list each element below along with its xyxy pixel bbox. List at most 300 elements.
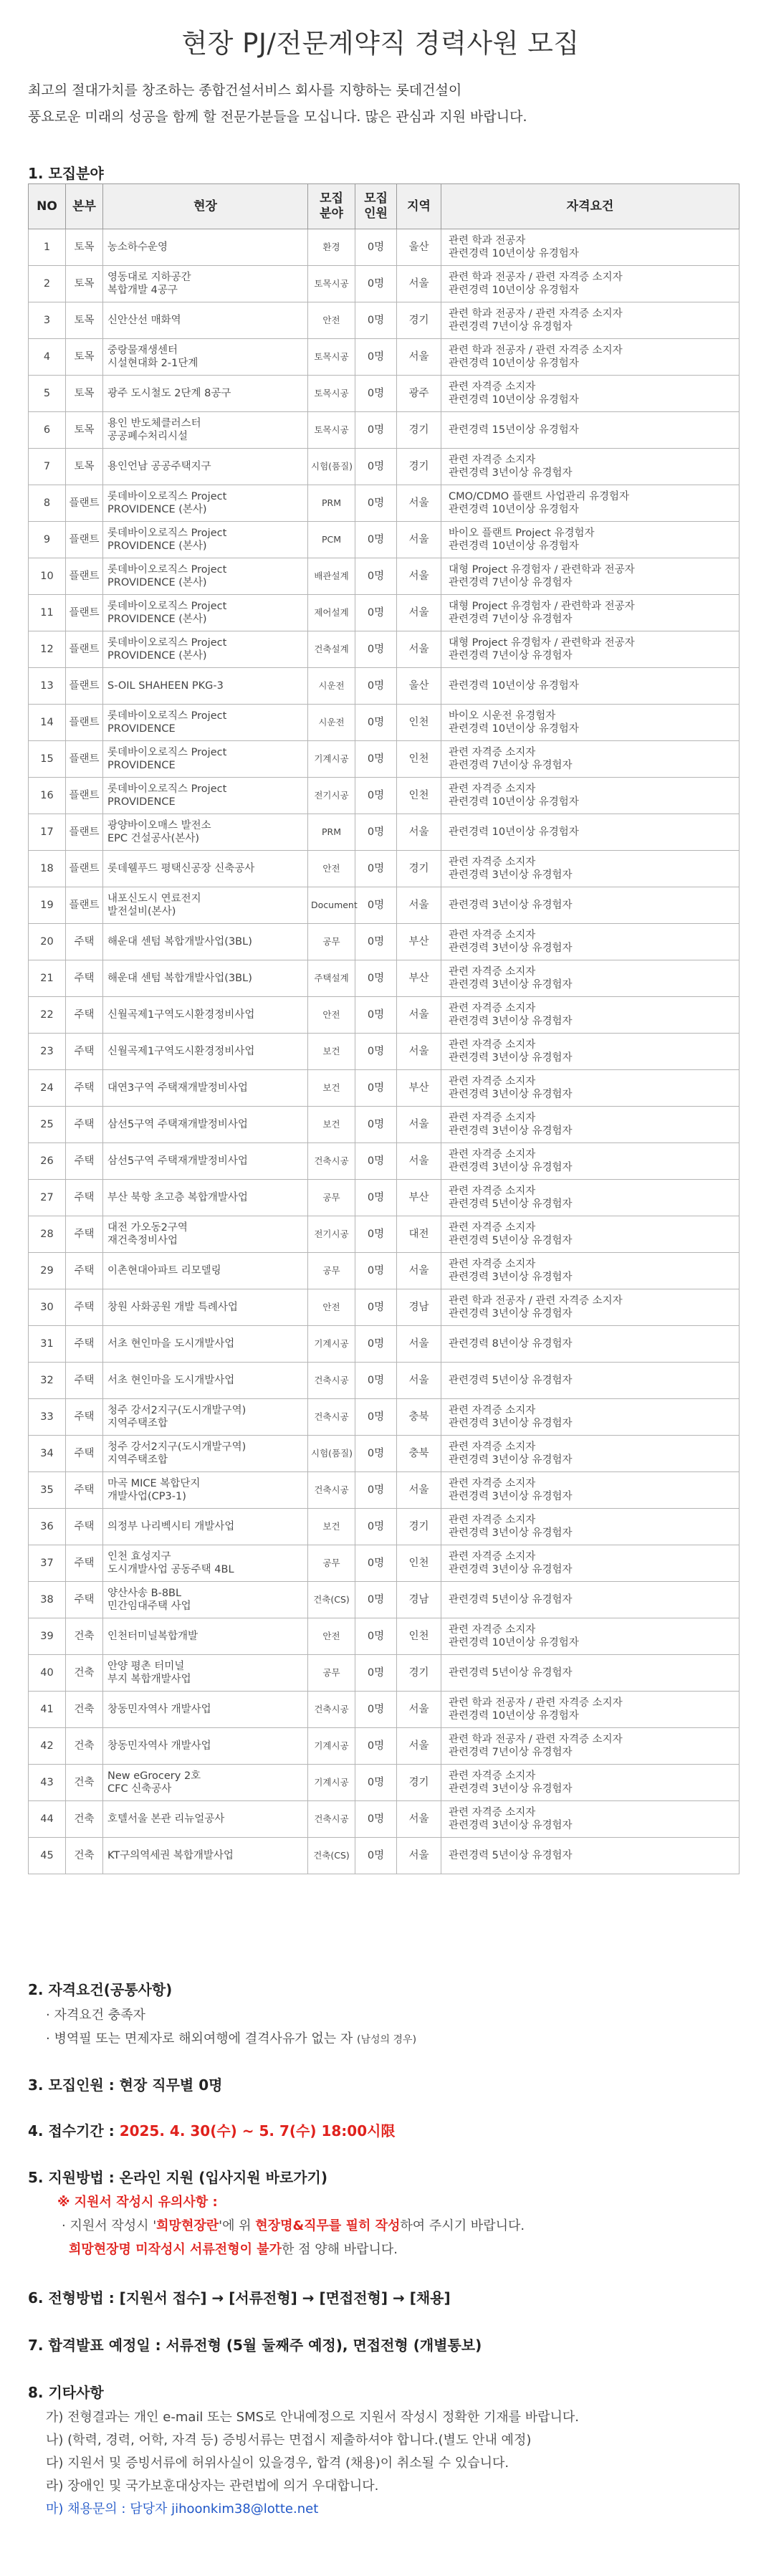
row-site: 의정부 나리벡시티 개발사업 bbox=[103, 1509, 308, 1545]
row-division: 주택 bbox=[66, 1582, 103, 1618]
row-region: 서울 bbox=[397, 1728, 441, 1765]
table-header-col-field: 모집 분야 bbox=[308, 184, 355, 229]
row-site: New eGrocery 2호 CFC 신축공사 bbox=[103, 1765, 308, 1801]
row-qualification: 관련 학과 전공자 / 관련 자격증 소지자 관련경력 10년이상 유경험자 bbox=[441, 339, 740, 376]
row-headcount: 0명 bbox=[355, 339, 397, 376]
row-qualification: 관련 자격증 소지자 관련경력 3년이상 유경험자 bbox=[441, 1107, 740, 1143]
row-division: 주택 bbox=[66, 1034, 103, 1070]
row-region: 울산 bbox=[397, 229, 441, 266]
row-number: 18 bbox=[29, 851, 66, 887]
row-number: 17 bbox=[29, 814, 66, 851]
row-region: 경남 bbox=[397, 1582, 441, 1618]
row-qualification: 관련 자격증 소지자 관련경력 3년이상 유경험자 bbox=[441, 1545, 740, 1582]
row-division: 주택 bbox=[66, 1253, 103, 1289]
row-qualification: 관련 자격증 소지자 관련경력 10년이상 유경험자 bbox=[441, 1618, 740, 1655]
row-number: 31 bbox=[29, 1326, 66, 1363]
table-row bbox=[29, 1838, 740, 1874]
row-headcount: 0명 bbox=[355, 266, 397, 302]
row-site: 호텔서울 본관 리뉴얼공사 bbox=[103, 1801, 308, 1838]
row-division: 플랜트 bbox=[66, 595, 103, 631]
section-2-heading: 2. 자격요건(공통사항) bbox=[28, 1981, 173, 1998]
row-site: 서초 현인마을 도시개발사업 bbox=[103, 1363, 308, 1399]
table-row bbox=[29, 1765, 740, 1801]
row-headcount: 0명 bbox=[355, 631, 397, 668]
row-field: 안전 bbox=[308, 1289, 355, 1326]
row-site: 중랑물재생센터 시설현대화 2-1단계 bbox=[103, 339, 308, 376]
table-row bbox=[29, 449, 740, 485]
row-region: 인천 bbox=[397, 1545, 441, 1582]
row-qualification: 관련경력 3년이상 유경험자 bbox=[441, 887, 740, 924]
row-number: 39 bbox=[29, 1618, 66, 1655]
row-field: 건축설계 bbox=[308, 631, 355, 668]
table-row bbox=[29, 851, 740, 887]
row-site: 창동민자역사 개발사업 bbox=[103, 1692, 308, 1728]
row-division: 플랜트 bbox=[66, 741, 103, 778]
row-headcount: 0명 bbox=[355, 1180, 397, 1216]
row-field: 건축시공 bbox=[308, 1692, 355, 1728]
row-headcount: 0명 bbox=[355, 997, 397, 1034]
row-headcount: 0명 bbox=[355, 1107, 397, 1143]
row-number: 32 bbox=[29, 1363, 66, 1399]
row-site: 안양 평촌 터미널 부지 복합개발사업 bbox=[103, 1655, 308, 1692]
row-qualification: 관련 자격증 소지자 관련경력 5년이상 유경험자 bbox=[441, 1216, 740, 1253]
table-row bbox=[29, 1363, 740, 1399]
row-qualification: 관련 자격증 소지자 관련경력 3년이상 유경험자 bbox=[441, 1034, 740, 1070]
row-field: 건축(CS) bbox=[308, 1582, 355, 1618]
row-qualification: 관련 학과 전공자 관련경력 10년이상 유경험자 bbox=[441, 229, 740, 266]
row-region: 서울 bbox=[397, 522, 441, 558]
row-site: 광주 도시철도 2단계 8공구 bbox=[103, 376, 308, 412]
row-headcount: 0명 bbox=[355, 851, 397, 887]
section-6-heading: 6. 전형방법 : [지원서 접수] → [서류전형] → [면접전형] → [채용] bbox=[28, 2289, 451, 2307]
row-site: 대연3구역 주택재개발정비사업 bbox=[103, 1070, 308, 1107]
row-site: 해운대 센텀 복합개발사업(3BL) bbox=[103, 960, 308, 997]
table-row bbox=[29, 522, 740, 558]
row-site: 롯데바이오로직스 Project PROVIDENCE bbox=[103, 778, 308, 814]
row-field: 공무 bbox=[308, 1180, 355, 1216]
row-number: 33 bbox=[29, 1399, 66, 1436]
row-region: 인천 bbox=[397, 705, 441, 741]
row-division: 플랜트 bbox=[66, 887, 103, 924]
row-site: 창동민자역사 개발사업 bbox=[103, 1728, 308, 1765]
row-site: S-OIL SHAHEEN PKG-3 bbox=[103, 668, 308, 705]
section-8-item-3: 다) 지원서 및 증빙서류에 허위사실이 있을경우, 합격 (채용)이 취소될 수 있습니다. bbox=[46, 2456, 509, 2471]
row-headcount: 0명 bbox=[355, 1509, 397, 1545]
row-site: 용인언남 공공주택지구 bbox=[103, 449, 308, 485]
row-number: 41 bbox=[29, 1692, 66, 1728]
row-number: 44 bbox=[29, 1801, 66, 1838]
row-headcount: 0명 bbox=[355, 1545, 397, 1582]
table-row bbox=[29, 485, 740, 522]
row-region: 대전 bbox=[397, 1216, 441, 1253]
row-region: 서울 bbox=[397, 558, 441, 595]
row-division: 토목 bbox=[66, 229, 103, 266]
row-field: 기계시공 bbox=[308, 1728, 355, 1765]
row-region: 경기 bbox=[397, 302, 441, 339]
row-region: 인천 bbox=[397, 741, 441, 778]
row-qualification: 관련경력 5년이상 유경험자 bbox=[441, 1582, 740, 1618]
table-row bbox=[29, 1289, 740, 1326]
section-1-heading: 1. 모집분야 bbox=[28, 165, 104, 182]
table-row bbox=[29, 1180, 740, 1216]
row-number: 11 bbox=[29, 595, 66, 631]
row-division: 플랜트 bbox=[66, 668, 103, 705]
row-field: 건축시공 bbox=[308, 1472, 355, 1509]
row-field: 건축시공 bbox=[308, 1801, 355, 1838]
table-row bbox=[29, 302, 740, 339]
table-row bbox=[29, 631, 740, 668]
row-qualification: 바이오 플랜트 Project 유경험자 관련경력 10년이상 유경험자 bbox=[441, 522, 740, 558]
row-region: 충북 bbox=[397, 1399, 441, 1436]
row-division: 건축 bbox=[66, 1618, 103, 1655]
row-division: 주택 bbox=[66, 1472, 103, 1509]
row-number: 13 bbox=[29, 668, 66, 705]
row-qualification: 관련 학과 전공자 / 관련 자격증 소지자 관련경력 7년이상 유경험자 bbox=[441, 302, 740, 339]
row-field: PRM bbox=[308, 814, 355, 851]
row-region: 서울 bbox=[397, 1143, 441, 1180]
row-qualification: 관련 자격증 소지자 관련경력 3년이상 유경험자 bbox=[441, 1253, 740, 1289]
row-region: 경기 bbox=[397, 449, 441, 485]
row-number: 14 bbox=[29, 705, 66, 741]
row-division: 주택 bbox=[66, 1436, 103, 1472]
row-headcount: 0명 bbox=[355, 449, 397, 485]
row-headcount: 0명 bbox=[355, 960, 397, 997]
row-field: 기계시공 bbox=[308, 1765, 355, 1801]
row-field: 건축시공 bbox=[308, 1363, 355, 1399]
table-row bbox=[29, 997, 740, 1034]
row-site: KT구의역세권 복합개발사업 bbox=[103, 1838, 308, 1874]
row-site: 롯데웰푸드 평택신공장 신축공사 bbox=[103, 851, 308, 887]
table-row bbox=[29, 595, 740, 631]
row-number: 24 bbox=[29, 1070, 66, 1107]
row-field: 전기시공 bbox=[308, 778, 355, 814]
table-row bbox=[29, 741, 740, 778]
row-qualification: 관련 자격증 소지자 관련경력 3년이상 유경험자 bbox=[441, 449, 740, 485]
table-row bbox=[29, 1253, 740, 1289]
row-region: 서울 bbox=[397, 997, 441, 1034]
table-row bbox=[29, 1216, 740, 1253]
row-field: 보건 bbox=[308, 1107, 355, 1143]
row-region: 부산 bbox=[397, 1180, 441, 1216]
row-site: 부산 북항 초고층 복합개발사업 bbox=[103, 1180, 308, 1216]
row-field: 안전 bbox=[308, 302, 355, 339]
intro-line-1: 최고의 절대가치를 창조하는 종합건설서비스 회사를 지향하는 롯데건설이 bbox=[28, 82, 462, 98]
section-8-item-2: 나) (학력, 경력, 어학, 자격 등) 증빙서류는 면접시 제출하셔야 합니다.(별도 안내 예정) bbox=[46, 2433, 532, 2448]
row-field: 보건 bbox=[308, 1070, 355, 1107]
row-qualification: 관련 자격증 소지자 관련경력 3년이상 유경험자 bbox=[441, 997, 740, 1034]
row-qualification: 관련경력 5년이상 유경험자 bbox=[441, 1655, 740, 1692]
row-field: 전기시공 bbox=[308, 1216, 355, 1253]
row-region: 서울 bbox=[397, 595, 441, 631]
table-row bbox=[29, 339, 740, 376]
row-site: 내포신도시 연료전지 발전설비(본사) bbox=[103, 887, 308, 924]
row-qualification: 관련 학과 전공자 / 관련 자격증 소지자 관련경력 3년이상 유경험자 bbox=[441, 1289, 740, 1326]
section-8-item-1: 가) 전형결과는 개인 e-mail 또는 SMS로 안내예정으로 지원서 작성시 정확한 기재를 바랍니다. bbox=[46, 2410, 580, 2425]
row-division: 건축 bbox=[66, 1692, 103, 1728]
row-number: 43 bbox=[29, 1765, 66, 1801]
row-region: 서울 bbox=[397, 266, 441, 302]
row-headcount: 0명 bbox=[355, 1436, 397, 1472]
row-division: 주택 bbox=[66, 1509, 103, 1545]
row-division: 플랜트 bbox=[66, 485, 103, 522]
row-field: 보건 bbox=[308, 1509, 355, 1545]
row-field: 안전 bbox=[308, 1618, 355, 1655]
table-row bbox=[29, 1143, 740, 1180]
row-division: 주택 bbox=[66, 1143, 103, 1180]
row-division: 주택 bbox=[66, 960, 103, 997]
row-qualification: 관련 자격증 소지자 관련경력 3년이상 유경험자 bbox=[441, 1472, 740, 1509]
row-field: 안전 bbox=[308, 851, 355, 887]
row-number: 40 bbox=[29, 1655, 66, 1692]
row-number: 5 bbox=[29, 376, 66, 412]
row-headcount: 0명 bbox=[355, 1765, 397, 1801]
section-2-line-2-note: (남성의 경우) bbox=[357, 2034, 417, 2046]
table-header-col-site: 현장 bbox=[103, 184, 308, 229]
row-qualification: 관련 자격증 소지자 관련경력 3년이상 유경험자 bbox=[441, 851, 740, 887]
row-qualification: 대형 Project 유경험자 / 관련학과 전공자 관련경력 7년이상 유경험자 bbox=[441, 631, 740, 668]
row-qualification: 관련경력 5년이상 유경험자 bbox=[441, 1363, 740, 1399]
row-site: 롯데바이오로직스 Project PROVIDENCE (본사) bbox=[103, 558, 308, 595]
row-site: 인천 효성지구 도시개발사업 공동주택 4BL bbox=[103, 1545, 308, 1582]
row-headcount: 0명 bbox=[355, 1216, 397, 1253]
section-8-heading: 8. 기타사항 bbox=[28, 2384, 104, 2401]
row-field: 시운전 bbox=[308, 668, 355, 705]
row-division: 주택 bbox=[66, 1399, 103, 1436]
row-qualification: 대형 Project 유경험자 / 관련학과 전공자 관련경력 7년이상 유경험자 bbox=[441, 558, 740, 595]
row-number: 29 bbox=[29, 1253, 66, 1289]
row-division: 건축 bbox=[66, 1801, 103, 1838]
application-notice-line-2: 희망현장명 미작성시 서류전형이 불가한 점 양해 바랍니다. bbox=[69, 2242, 398, 2257]
table-row bbox=[29, 266, 740, 302]
row-field: 공무 bbox=[308, 1655, 355, 1692]
row-number: 12 bbox=[29, 631, 66, 668]
row-qualification: CMO/CDMO 플랜트 사업관리 유경험자 관련경력 10년이상 유경험자 bbox=[441, 485, 740, 522]
row-headcount: 0명 bbox=[355, 1728, 397, 1765]
row-division: 주택 bbox=[66, 1107, 103, 1143]
row-region: 서울 bbox=[397, 631, 441, 668]
row-region: 서울 bbox=[397, 485, 441, 522]
row-region: 서울 bbox=[397, 1363, 441, 1399]
row-headcount: 0명 bbox=[355, 1655, 397, 1692]
intro-text bbox=[28, 77, 527, 130]
row-region: 서울 bbox=[397, 1253, 441, 1289]
row-field: 토목시공 bbox=[308, 412, 355, 449]
table-header-col-region: 지역 bbox=[397, 184, 441, 229]
hope-site-field-label: 희망현장란 bbox=[156, 2218, 219, 2233]
row-headcount: 0명 bbox=[355, 1143, 397, 1180]
row-division: 주택 bbox=[66, 1545, 103, 1582]
row-site: 롯데바이오로직스 Project PROVIDENCE bbox=[103, 705, 308, 741]
row-qualification: 관련 자격증 소지자 관련경력 7년이상 유경험자 bbox=[441, 741, 740, 778]
row-headcount: 0명 bbox=[355, 376, 397, 412]
section-5-heading[interactable]: 5. 지원방법 : 온라인 지원 (입사지원 바로가기) bbox=[28, 2169, 328, 2186]
row-field: 제어설계 bbox=[308, 595, 355, 631]
row-region: 경기 bbox=[397, 412, 441, 449]
table-header-col-qualification: 자격요건 bbox=[441, 184, 740, 229]
row-site: 농소하수운영 bbox=[103, 229, 308, 266]
table-row bbox=[29, 1655, 740, 1692]
section-2-line-2-main: · 병역필 또는 면제자로 해외여행에 결격사유가 없는 자 bbox=[46, 2031, 353, 2046]
row-headcount: 0명 bbox=[355, 814, 397, 851]
row-field: 시운전 bbox=[308, 705, 355, 741]
row-site: 롯데바이오로직스 Project PROVIDENCE (본사) bbox=[103, 595, 308, 631]
row-division: 건축 bbox=[66, 1728, 103, 1765]
row-site: 인천터미널복합개발 bbox=[103, 1618, 308, 1655]
table-row bbox=[29, 887, 740, 924]
row-headcount: 0명 bbox=[355, 1253, 397, 1289]
row-headcount: 0명 bbox=[355, 705, 397, 741]
row-qualification: 관련 자격증 소지자 관련경력 3년이상 유경험자 bbox=[441, 924, 740, 960]
row-field: 기계시공 bbox=[308, 741, 355, 778]
row-number: 42 bbox=[29, 1728, 66, 1765]
row-site: 롯데바이오로직스 Project PROVIDENCE bbox=[103, 741, 308, 778]
row-site: 서초 현인마을 도시개발사업 bbox=[103, 1326, 308, 1363]
row-site: 이촌현대아파트 리모델링 bbox=[103, 1253, 308, 1289]
row-headcount: 0명 bbox=[355, 1618, 397, 1655]
row-site: 양산사송 B-8BL 민간임대주택 사업 bbox=[103, 1582, 308, 1618]
table-row bbox=[29, 668, 740, 705]
table-header-col-no: NO bbox=[29, 184, 66, 229]
row-site: 신월곡제1구역도시환경정비사업 bbox=[103, 1034, 308, 1070]
row-number: 30 bbox=[29, 1289, 66, 1326]
row-field: 주택설계 bbox=[308, 960, 355, 997]
row-site: 삼선5구역 주택재개발정비사업 bbox=[103, 1143, 308, 1180]
row-region: 울산 bbox=[397, 668, 441, 705]
row-number: 21 bbox=[29, 960, 66, 997]
row-headcount: 0명 bbox=[355, 887, 397, 924]
table-row bbox=[29, 924, 740, 960]
row-qualification: 관련경력 8년이상 유경험자 bbox=[441, 1326, 740, 1363]
row-headcount: 0명 bbox=[355, 1838, 397, 1874]
row-division: 토목 bbox=[66, 266, 103, 302]
row-headcount: 0명 bbox=[355, 741, 397, 778]
row-division: 건축 bbox=[66, 1765, 103, 1801]
row-qualification: 관련 학과 전공자 / 관련 자격증 소지자 관련경력 10년이상 유경험자 bbox=[441, 266, 740, 302]
recruitment-table bbox=[28, 183, 740, 1874]
table-row bbox=[29, 1399, 740, 1436]
row-region: 서울 bbox=[397, 1801, 441, 1838]
row-site: 대전 가오동2구역 재건축정비사업 bbox=[103, 1216, 308, 1253]
row-division: 건축 bbox=[66, 1655, 103, 1692]
contact-email-link[interactable]: 마) 채용문의 : 담당자 jihoonkim38@lotte.net bbox=[46, 2501, 319, 2517]
row-qualification: 관련 자격증 소지자 관련경력 10년이상 유경험자 bbox=[441, 778, 740, 814]
row-headcount: 0명 bbox=[355, 412, 397, 449]
row-number: 26 bbox=[29, 1143, 66, 1180]
table-header-col-headcount: 모집 인원 bbox=[355, 184, 397, 229]
row-headcount: 0명 bbox=[355, 1034, 397, 1070]
row-field: 건축(CS) bbox=[308, 1838, 355, 1874]
row-headcount: 0명 bbox=[355, 924, 397, 960]
row-division: 플랜트 bbox=[66, 631, 103, 668]
row-qualification: 관련 자격증 소지자 관련경력 3년이상 유경험자 bbox=[441, 1436, 740, 1472]
row-number: 8 bbox=[29, 485, 66, 522]
row-qualification: 관련 자격증 소지자 관련경력 3년이상 유경험자 bbox=[441, 1143, 740, 1180]
section-7-heading: 7. 합격발표 예정일 : 서류전형 (5월 둘째주 예정), 면접전형 (개별통보) bbox=[28, 2337, 482, 2354]
row-qualification: 관련경력 15년이상 유경험자 bbox=[441, 412, 740, 449]
row-site: 청주 강서2지구(도시개발구역) 지역주택조합 bbox=[103, 1436, 308, 1472]
row-division: 토목 bbox=[66, 412, 103, 449]
row-field: 건축시공 bbox=[308, 1399, 355, 1436]
row-site: 광양바이오매스 발전소 EPC 건설공사(본사) bbox=[103, 814, 308, 851]
row-qualification: 대형 Project 유경험자 / 관련학과 전공자 관련경력 7년이상 유경험자 bbox=[441, 595, 740, 631]
row-site: 해운대 센텀 복합개발사업(3BL) bbox=[103, 924, 308, 960]
row-field: 보건 bbox=[308, 1034, 355, 1070]
row-division: 플랜트 bbox=[66, 814, 103, 851]
row-number: 10 bbox=[29, 558, 66, 595]
table-row bbox=[29, 1107, 740, 1143]
row-division: 주택 bbox=[66, 924, 103, 960]
application-period: 2025. 4. 30(수) ~ 5. 7(수) 18:00시限 bbox=[119, 2122, 396, 2139]
table-row bbox=[29, 778, 740, 814]
table-row bbox=[29, 1034, 740, 1070]
row-division: 플랜트 bbox=[66, 522, 103, 558]
table-header-row bbox=[29, 184, 740, 229]
row-site: 영동대로 지하공간 복합개발 4공구 bbox=[103, 266, 308, 302]
row-number: 25 bbox=[29, 1107, 66, 1143]
row-division: 주택 bbox=[66, 1180, 103, 1216]
row-headcount: 0명 bbox=[355, 1801, 397, 1838]
row-region: 부산 bbox=[397, 1070, 441, 1107]
row-division: 토목 bbox=[66, 339, 103, 376]
table-row bbox=[29, 1436, 740, 1472]
row-field: PCM bbox=[308, 522, 355, 558]
row-division: 플랜트 bbox=[66, 705, 103, 741]
row-number: 9 bbox=[29, 522, 66, 558]
row-field: 공무 bbox=[308, 1253, 355, 1289]
table-row bbox=[29, 1326, 740, 1363]
row-field: 시험(품질) bbox=[308, 1436, 355, 1472]
application-notice-line-1: · 지원서 작성시 '희망현장란'에 위 현장명&직무를 필히 작성하여 주시기 바랍니다. bbox=[62, 2218, 525, 2233]
row-headcount: 0명 bbox=[355, 1399, 397, 1436]
row-qualification: 관련 자격증 소지자 관련경력 3년이상 유경험자 bbox=[441, 1070, 740, 1107]
row-headcount: 0명 bbox=[355, 302, 397, 339]
row-field: 토목시공 bbox=[308, 266, 355, 302]
row-region: 경기 bbox=[397, 1765, 441, 1801]
row-number: 15 bbox=[29, 741, 66, 778]
row-division: 토목 bbox=[66, 302, 103, 339]
row-number: 36 bbox=[29, 1509, 66, 1545]
row-site: 롯데바이오로직스 Project PROVIDENCE (본사) bbox=[103, 631, 308, 668]
row-headcount: 0명 bbox=[355, 595, 397, 631]
row-number: 4 bbox=[29, 339, 66, 376]
row-field: 토목시공 bbox=[308, 339, 355, 376]
row-region: 서울 bbox=[397, 1838, 441, 1874]
row-number: 3 bbox=[29, 302, 66, 339]
row-number: 2 bbox=[29, 266, 66, 302]
section-3-heading: 3. 모집인원 : 현장 직무별 0명 bbox=[28, 2076, 223, 2094]
row-qualification: 관련 자격증 소지자 관련경력 3년이상 유경험자 bbox=[441, 1509, 740, 1545]
page-title: 현장 PJ/전문계약직 경력사원 모집 bbox=[181, 28, 580, 59]
row-division: 주택 bbox=[66, 1289, 103, 1326]
row-qualification: 관련 자격증 소지자 관련경력 3년이상 유경험자 bbox=[441, 1765, 740, 1801]
row-qualification: 관련 자격증 소지자 관련경력 3년이상 유경험자 bbox=[441, 960, 740, 997]
row-division: 주택 bbox=[66, 1363, 103, 1399]
row-division: 토목 bbox=[66, 449, 103, 485]
application-notice-title: ※ 지원서 작성시 유의사항 : bbox=[57, 2195, 218, 2210]
row-headcount: 0명 bbox=[355, 558, 397, 595]
section-4-heading bbox=[28, 2119, 395, 2140]
row-number: 19 bbox=[29, 887, 66, 924]
row-field: 토목시공 bbox=[308, 376, 355, 412]
row-site: 롯데바이오로직스 Project PROVIDENCE (본사) bbox=[103, 522, 308, 558]
row-region: 충북 bbox=[397, 1436, 441, 1472]
table-row bbox=[29, 1509, 740, 1545]
row-qualification: 관련 학과 전공자 / 관련 자격증 소지자 관련경력 10년이상 유경험자 bbox=[441, 1692, 740, 1728]
row-division: 건축 bbox=[66, 1838, 103, 1874]
row-field: 시험(품질) bbox=[308, 449, 355, 485]
row-region: 서울 bbox=[397, 1034, 441, 1070]
row-headcount: 0명 bbox=[355, 668, 397, 705]
